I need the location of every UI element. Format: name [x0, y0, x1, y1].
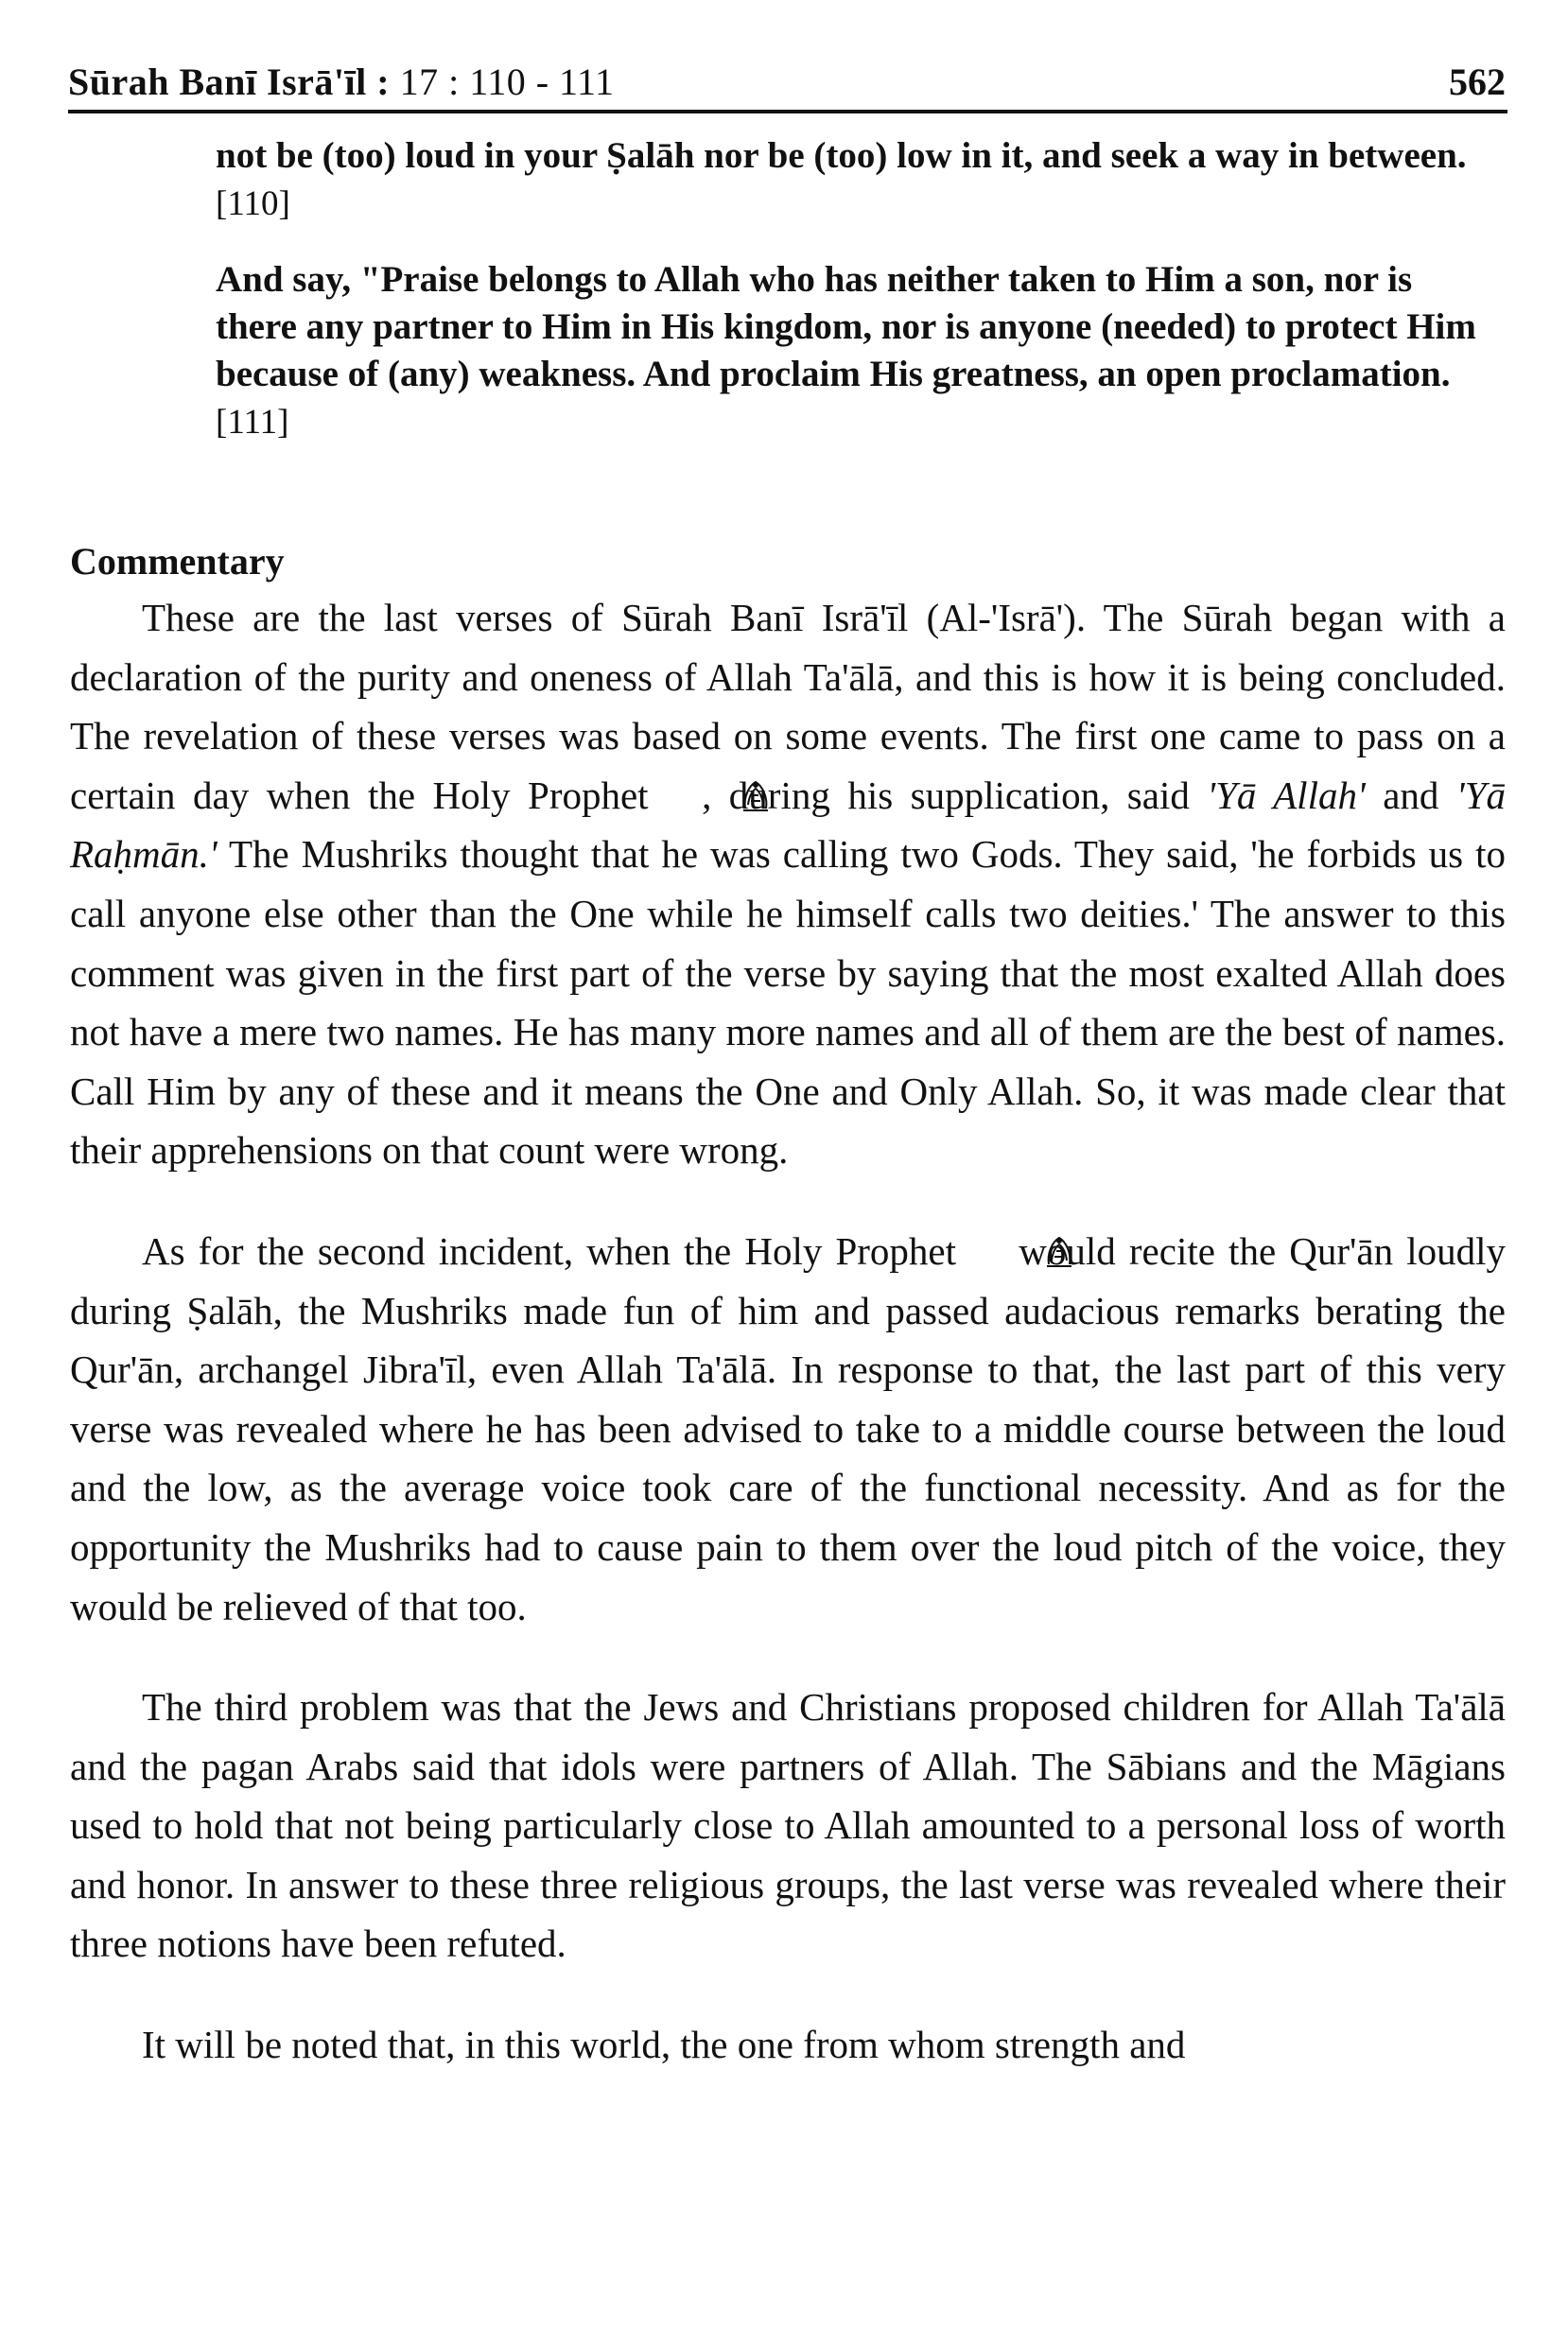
ya-rahman-phrase: 'Yā Raḥmān.' — [70, 773, 1506, 877]
commentary-paragraph-2 — [70, 1222, 1506, 1636]
running-header — [68, 45, 1506, 104]
header-rule — [68, 110, 1507, 113]
commentary-section — [70, 537, 1506, 2075]
verse-reference: 17 : 110 - 111 — [399, 61, 615, 103]
surah-name: Sūrah Banī Isrā'īl : — [68, 61, 391, 103]
paragraph-2-part-b: would recite the Qur'ān loudly during Ṣalāh, the Mushriks made fun of him and passed audacious remarks berating the Qur'ān, archangel Jibra'īl, even Allah Ta'ālā. In response to that, the last part of this very verse was revealed where he has been advised to take to a middle course between the loud and the low, as the average voice took care of the functional necessity. And as for the opportunity the Mushriks had to cause pain to them over the loud pitch of the voice, they would be relieved of that too. — [70, 1228, 1507, 1628]
commentary-heading: Commentary — [70, 540, 285, 583]
paragraph-2-part-a: As for the second incident, when the Holy Prophet — [142, 1228, 957, 1273]
verse-translation — [216, 132, 1483, 475]
running-title — [68, 60, 615, 104]
honorific-salutation-icon — [668, 772, 700, 809]
commentary-paragraph-1 — [70, 588, 1506, 1180]
page-number: 562 — [1449, 61, 1506, 103]
verse-110-number: [110] — [216, 184, 290, 223]
verse-111-number: [111] — [216, 403, 289, 442]
verse-110-text: not be (too) loud in your Ṣalāh nor be (too) low in it, and seek a way in between. — [216, 135, 1467, 176]
commentary-paragraph-3: The third problem was that the Jews and Christians proposed children for Allah Ta'ālā and the pagan Arabs said that idols were partners of Allah. The Sābians and the Māgians used to hold that not being particularly close to Allah amounted to a personal loss of worth and honor. In answer to these three religious groups, the last verse was revealed where their three notions have been refuted. — [70, 1685, 1506, 1966]
commentary-paragraph-4: It will be noted that, in this world, the one from whom strength and — [142, 2023, 1186, 2067]
paragraph-1-part-c: The Mushriks thought that he was calling two Gods. They said, 'he forbids us to call anyone else other than the One while he himself calls two deities.' The answer to this comment was given in the first part of the verse by saying that the most exalted Allah does not have a mere two names. He has many more names and all of them are the best of names. Call Him by any of these and it means the One and Only Allah. So, it was made clear that their apprehensions on that count were wrong. — [70, 832, 1507, 1173]
ya-allah-phrase: 'Yā Allah' — [1207, 773, 1366, 817]
paragraph-1-conjunction: and — [1383, 773, 1439, 817]
verse-111 — [216, 256, 1483, 446]
paragraph-1-part-a: These are the last verses of Sūrah Banī Isrā'īl (Al-'Isrā'). The Sūrah began with a declaration of the purity and oneness of Allah Ta'ālā, and this is how it is being concluded. The revelation of these verses was based on some events. The first one came to pass on a certain day when the Holy Prophet — [70, 596, 1506, 817]
verse-110 — [216, 132, 1483, 228]
honorific-salutation-icon — [971, 1227, 1003, 1265]
paragraph-1-part-b: , during his supplication, said — [702, 773, 1190, 817]
verse-111-text: And say, "Praise belongs to Allah who has neither taken to Him a son, nor is there any partner to Him in His kingdom, nor is anyone (needed) to protect Him because of (any) weakness. And proclaim His greatness, an open proclamation. — [216, 259, 1476, 394]
